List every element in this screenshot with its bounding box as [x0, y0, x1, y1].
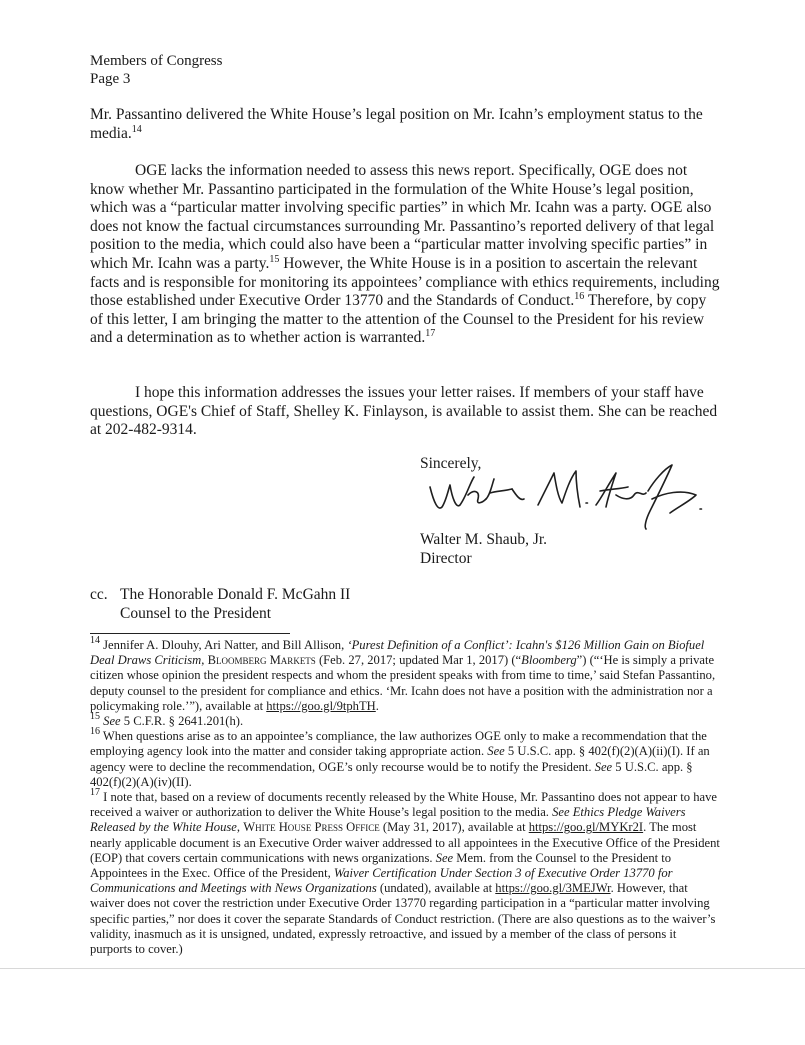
- signature-image: [420, 455, 710, 540]
- cc-recipient-name: The Honorable Donald F. McGahn II: [120, 586, 351, 603]
- footnote-ref-17: 17: [425, 328, 436, 340]
- footnote-16-part-a: When questions arise as to an appointee’s compliance, the law authorizes OGE only to make a recommendation that the employing agency look into the matter and consider taking appropriate action.: [90, 729, 707, 759]
- header-recipient: Members of Congress: [90, 53, 223, 69]
- signature-block: [420, 530, 547, 568]
- footnote-divider: [90, 633, 290, 634]
- footnote-17-part-c: . The most nearly applicable document is an Executive Order waiver addressed to all appointees in the Executive Office of the President (EOP) that covers certain communications with news organizations.: [90, 820, 720, 865]
- paragraph-2-part-c: Therefore, by copy of this letter, I am bringing the matter to the attention of the Counsel to the President for his review and a determination as to whether action is warranted.: [90, 292, 707, 347]
- footnote-14-authors: Jennifer A. Dlouhy, Ari Natter, and Bill Allison,: [103, 638, 348, 652]
- footnote-17-part-f: . However, that waiver does not cover the restriction under Executive Order 13770 regarding participation in a “particular matter involving specific parties,” nor does it cover the separate Standards of Conduct restriction. (There are also questions as to the waiver’s validity, inasmuch as it is unsigned, undated, expressly retroactive, and issued by a member of the class of persons it purports to cover.): [90, 881, 716, 957]
- footnote-14-quote: ”) (“‘He is simply a private citizen whose opinion the president respects and whom the president speaks with from time to time,’ said Stefan Passantino, deputy counsel to the president for compliance and ethics. ‘Mr. Icahn does not have a position with the administration nor a policymaking role.’”), available at: [90, 653, 716, 713]
- footnote-14-publication: Bloomberg Markets: [207, 653, 316, 668]
- footnote-16-part-b: 5 U.S.C. app. § 402(f)(2)(A)(ii)(I). If an agency were to decline the recommendation, OGE’s only recourse would be to notify the President.: [90, 744, 710, 774]
- footnote-14-short-cite: Bloomberg: [521, 653, 577, 668]
- footnote-14-link[interactable]: https://goo.gl/9tphTH: [266, 698, 376, 713]
- footnote-14-end: .: [375, 698, 379, 713]
- footnote-14: [90, 635, 720, 714]
- footnote-16-part-c: 5 U.S.C. app. § 402(f)(2)(A)(iv)(II).: [90, 759, 693, 789]
- scan-artifact-line: [0, 968, 805, 969]
- cc-label: cc.: [90, 586, 108, 603]
- footnote-15-text: 5 C.F.R. § 2641.201(h).: [120, 714, 244, 729]
- paragraph-1-text: Mr. Passantino delivered the White House’s legal position on Mr. Icahn’s employment status to the media.: [90, 106, 703, 142]
- footnote-14-number: 14: [90, 635, 100, 646]
- paragraph-1: [90, 106, 720, 143]
- footnote-17-title-1: See Ethics Pledge Waivers Released by the White House: [90, 805, 686, 835]
- footnote-17: [90, 787, 720, 957]
- header-page-number: Page 3: [90, 71, 131, 87]
- letter-header: [90, 52, 222, 88]
- signer-title: Director: [420, 550, 472, 567]
- footnote-17-part-b: (May 31, 2017), available at: [379, 820, 529, 835]
- footnote-17-link-1[interactable]: https://goo.gl/MYKr2I: [528, 820, 644, 835]
- footnote-17-signal: See: [435, 850, 454, 865]
- paragraph-2-part-b: However, the White House is in a position to ascertain the relevant facts and is responsible for monitoring its appointees’ compliance with ethics requirements, including those established under Executive Order 13770 and the Standards of Conduct.: [90, 254, 720, 310]
- closing-salutation: Sincerely,: [420, 455, 482, 472]
- footnote-17-link-2[interactable]: https://goo.gl/3MEJWr: [495, 881, 611, 896]
- footnote-16-number: 16: [90, 726, 100, 738]
- footnote-17-publication: White House Press Office: [243, 820, 380, 835]
- footnote-ref-16: 16: [574, 291, 585, 303]
- footnote-17-title-2: Waiver Certification Under Section 3 of Executive Order 13770 for Communications and Meetings with News Organizations: [90, 866, 673, 896]
- footnote-15: [90, 711, 720, 729]
- footnote-17-part-a: I note that, based on a review of documents recently released by the White House, Mr. Passantino does not appear to have received a waiver or authorization to deliver the White House’s legal position to the media.: [90, 790, 718, 820]
- signer-name: Walter M. Shaub, Jr.: [420, 531, 548, 548]
- cc-block: [90, 585, 350, 623]
- footnote-17-part-d: Mem. from the Counsel to the President to Appointees in the Exec. Office of the President,: [90, 850, 672, 881]
- cc-recipient-title: Counsel to the President: [120, 605, 272, 622]
- footnote-15-signal: See: [103, 714, 121, 729]
- footnote-14-date: (Feb. 27, 2017; updated Mar 1, 2017) (“: [315, 653, 522, 668]
- footnote-15-number: 15: [90, 711, 100, 723]
- paragraph-3-text: I hope this information addresses the issues your letter raises. If members of your staff have questions, OGE's Chief of Staff, Shelley K. Finlayson, is available to assist them. She can be reached at 202-482-9314.: [90, 384, 718, 439]
- paragraph-3: [90, 384, 720, 440]
- footnote-16-signal-2: See: [594, 759, 613, 774]
- footnote-17-separator: ,: [236, 820, 244, 835]
- paragraph-2-part-a: OGE lacks the information needed to assess this news report. Specifically, OGE does not know whether Mr. Passantino participated in the formulation of the White House’s legal position, which was a “particular matter involving specific parties” in which Mr. Icahn was a party. OGE also does not know the factual circumstances surrounding Mr. Passantino’s reported delivery of that legal position to the media, which could also have been a “particular matter involving specific parties” in which Mr. Icahn was a party.: [90, 162, 715, 272]
- footnote-16-signal-1: See: [487, 744, 505, 759]
- footnote-16: [90, 726, 720, 790]
- footnotes: [90, 635, 720, 957]
- footnote-14-separator: ,: [201, 653, 208, 668]
- footnote-ref-14: 14: [131, 123, 142, 135]
- paragraph-2: [90, 162, 720, 348]
- footnote-17-part-e: (undated), available at: [376, 881, 496, 896]
- footnote-14-article-title: ‘Purest Definition of a Conflict’: Icahn's $126 Million Gain on Biofuel Deal Draws Criticism: [90, 638, 705, 668]
- footnote-ref-15: 15: [269, 253, 280, 265]
- handwritten-signature: [420, 455, 710, 535]
- footnote-17-number: 17: [90, 787, 100, 799]
